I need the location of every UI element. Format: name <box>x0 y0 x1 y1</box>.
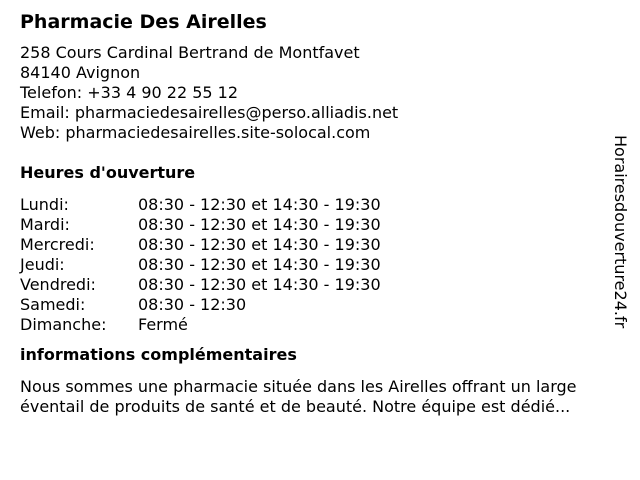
hours-row-monday <box>20 195 381 215</box>
address-line-2: 84140 Avignon <box>20 63 141 82</box>
hours-row-tuesday <box>20 215 381 235</box>
day-label: Jeudi: <box>20 255 65 274</box>
email-text: Email: pharmaciedesairelles@perso.alliadis.net <box>20 103 399 122</box>
info-line-2: éventail de produits de santé et de beauté. Notre équipe est dédié... <box>20 397 571 416</box>
site-watermark: Horairesdouverture24.fr <box>611 135 630 329</box>
address-line-1: 258 Cours Cardinal Bertrand de Montfavet <box>20 43 360 62</box>
time-range: 08:30 - 12:30 et 14:30 - 19:30 <box>138 275 381 294</box>
time-range: 08:30 - 12:30 et 14:30 - 19:30 <box>138 255 381 274</box>
hours-row-sunday <box>20 315 381 335</box>
time-range: 08:30 - 12:30 <box>138 295 247 314</box>
hours-heading: Heures d'ouverture <box>20 163 196 182</box>
time-range: Fermé <box>138 315 188 334</box>
time-range: 08:30 - 12:30 et 14:30 - 19:30 <box>138 215 381 234</box>
info-heading: informations complémentaires <box>20 345 297 364</box>
time-range: 08:30 - 12:30 et 14:30 - 19:30 <box>138 195 381 214</box>
hours-row-thursday <box>20 255 381 275</box>
day-label: Mardi: <box>20 215 70 234</box>
info-description <box>20 377 616 417</box>
contact-block <box>20 43 616 143</box>
time-range: 08:30 - 12:30 et 14:30 - 19:30 <box>138 235 381 254</box>
hours-row-saturday <box>20 295 381 315</box>
info-line-1: Nous sommes une pharmacie située dans les Airelles offrant un large <box>20 377 577 396</box>
pharmacy-name: Pharmacie Des Airelles <box>20 11 267 33</box>
phone-text: Telefon: +33 4 90 22 55 12 <box>20 83 239 102</box>
opening-hours-table <box>20 195 381 335</box>
day-label: Lundi: <box>20 195 69 214</box>
pharmacy-card <box>20 9 616 417</box>
web-text: Web: pharmaciedesairelles.site-solocal.com <box>20 123 371 142</box>
day-label: Dimanche: <box>20 315 107 334</box>
day-label: Samedi: <box>20 295 86 314</box>
day-label: Mercredi: <box>20 235 95 254</box>
day-label: Vendredi: <box>20 275 96 294</box>
hours-row-friday <box>20 275 381 295</box>
hours-row-wednesday <box>20 235 381 255</box>
